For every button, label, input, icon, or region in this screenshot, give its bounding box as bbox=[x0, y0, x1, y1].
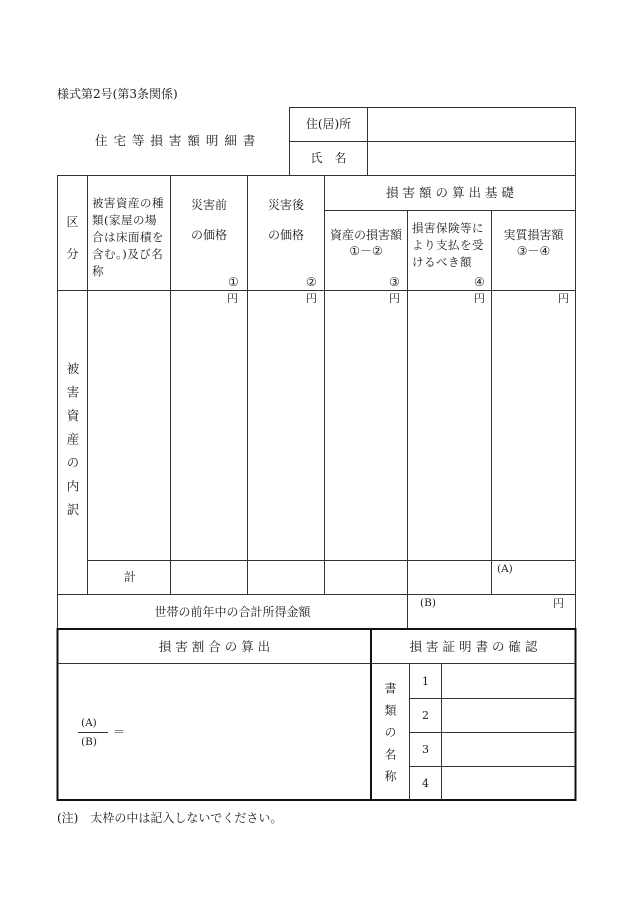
header-before-num: ① bbox=[228, 275, 239, 289]
form-number: 様式第2号(第3条関係) bbox=[57, 87, 178, 101]
income-label: 世帯の前年中の合計所得金額 bbox=[154, 605, 311, 619]
mark-b: (B) bbox=[420, 597, 436, 609]
address-field[interactable] bbox=[368, 108, 575, 141]
unit-asset-loss: 円 bbox=[389, 292, 400, 305]
fraction-equals: ＝ bbox=[113, 725, 126, 739]
header-after-num: ② bbox=[306, 275, 317, 289]
income-field[interactable] bbox=[408, 595, 575, 628]
mark-a: (A) bbox=[497, 563, 513, 575]
cert-title: 損 害 証 明 書 の 確 認 bbox=[409, 639, 538, 654]
doc-row-4-field[interactable] bbox=[442, 767, 575, 800]
header-asset-loss-1: 資産の損害額 bbox=[329, 228, 402, 242]
header-asset-loss-2: ①－② bbox=[349, 244, 383, 258]
vertical-label-breakdown: 被害資産の内訳 bbox=[65, 362, 80, 527]
header-actual-2: ③－④ bbox=[516, 244, 551, 258]
header-actual-1: 実質損害額 bbox=[503, 228, 564, 242]
header-after-2: の価格 bbox=[267, 228, 304, 242]
header-after-1: 災害後 bbox=[267, 198, 304, 212]
fraction-numerator: (A) bbox=[81, 717, 97, 729]
fraction-denominator: (B) bbox=[81, 736, 97, 748]
unit-after: 円 bbox=[306, 292, 317, 305]
unit-before: 円 bbox=[227, 292, 238, 305]
header-asset-type: 被害資産の種類(家屋の場合は床面積を含む。)及び名称 bbox=[92, 196, 164, 278]
doc-row-3-field[interactable] bbox=[442, 733, 575, 766]
ratio-title: 損 害 割 合 の 算 出 bbox=[158, 639, 271, 654]
doc-row-3-num: 3 bbox=[422, 743, 429, 756]
doc-name-label: 書類の名称 bbox=[383, 682, 397, 792]
header-asset-loss-num: ③ bbox=[389, 275, 400, 289]
doc-row-1-field[interactable] bbox=[442, 664, 575, 698]
unit-income: 円 bbox=[553, 597, 564, 610]
address-label: 住(居)所 bbox=[305, 117, 352, 131]
total-label: 計 bbox=[124, 570, 137, 584]
header-basis: 損 害 額 の 算 出 基 礎 bbox=[386, 185, 514, 200]
name-field[interactable] bbox=[368, 142, 575, 175]
doc-row-2-num: 2 bbox=[422, 709, 429, 722]
doc-row-1-num: 1 bbox=[422, 675, 429, 688]
name-label: 氏 名 bbox=[310, 151, 347, 165]
header-kubun: 区 分 bbox=[66, 215, 91, 261]
asset-entry-area[interactable] bbox=[88, 291, 575, 560]
unit-actual: 円 bbox=[558, 292, 569, 305]
doc-row-4-num: 4 bbox=[422, 777, 429, 790]
header-before-2: の価格 bbox=[190, 228, 227, 242]
doc-row-2-field[interactable] bbox=[442, 699, 575, 732]
footnote: (注) 太枠の中は記入しないでください。 bbox=[57, 811, 283, 825]
form-title: 住 宅 等 損 害 額 明 細 書 bbox=[95, 133, 257, 148]
unit-insurance: 円 bbox=[474, 292, 485, 305]
header-insurance-num: ④ bbox=[474, 275, 485, 289]
header-before-1: 災害前 bbox=[190, 198, 227, 212]
header-insurance: 損害保険等により支払を受けるべき額 bbox=[412, 221, 484, 269]
